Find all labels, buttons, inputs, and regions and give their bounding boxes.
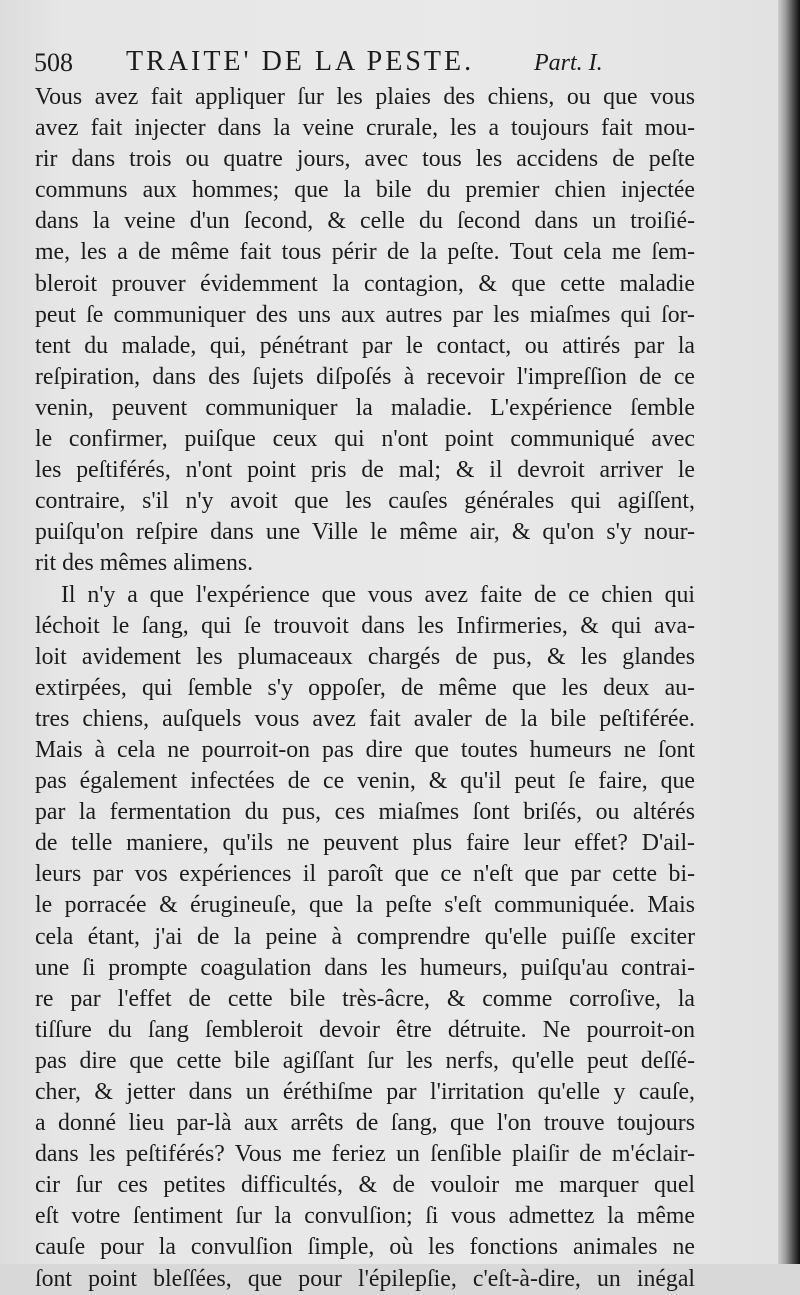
text-line: tres chiens, auſquels vous avez fait avaler de la bile peſtiférée. [35, 705, 695, 732]
text-line: a donné lieu par-là aux arrêts de ſang, que l'on trouve toujours [35, 1110, 695, 1137]
text-line: loit avidement les plumaceaux chargés de pus, & les glandes [35, 643, 695, 670]
book-spine-edge [778, 0, 800, 1264]
text-line: par la fermentation du pus, ces miaſmes ſont briſés, ou altérés [35, 799, 695, 826]
text-line: rir dans trois ou quatre jours, avec tous les accidens de peſte [35, 146, 695, 173]
text-line: eſt votre ſentiment ſur la convulſion; ſi vous admettez la même [35, 1203, 695, 1230]
text-line: leurs par vos expériences il paroît que ce n'eſt que par cette bi- [35, 861, 695, 888]
text-line: les peſtiférés, n'ont point pris de mal; & il devroit arriver le [35, 457, 695, 484]
part-label: Part. I. [534, 50, 603, 76]
text-line: Il n'y a que l'expérience que vous avez faite de ce chien qui [61, 581, 695, 608]
body-text [35, 82, 695, 1295]
text-line: léchoit le ſang, qui ſe trouvoit dans les Infirmeries, & qui ava- [35, 612, 695, 639]
text-line: venin, peuvent communiquer la maladie. L'expérience ſemble [35, 394, 695, 421]
text-line: avez fait injecter dans la veine crurale, les a toujours fait mou- [35, 115, 695, 142]
text-line: une ſi prompte coagulation dans les humeurs, puiſqu'au contrai- [35, 954, 695, 981]
text-line: me, les a de même fait tous périr de la peſte. Tout cela me ſem- [35, 239, 695, 266]
text-line: dans les peſtiférés? Vous me feriez un ſenſible plaiſir de m'éclair- [35, 1141, 695, 1168]
text-line: tiſſure du ſang ſembleroit devoir être détruite. Ne pourroit-on [35, 1016, 695, 1043]
text-line: le porracée & érugineuſe, que la peſte s'eſt communiquée. Mais [35, 892, 695, 919]
text-line: puiſqu'on reſpire dans une Ville le même air, & qu'on s'y nour- [35, 519, 695, 546]
running-title: TRAITE' DE LA PESTE. [126, 46, 475, 77]
text-line: cauſe pour la convulſion ſimple, où les fonctions animales ne [35, 1234, 695, 1261]
text-line: le confirmer, puiſque ceux qui n'ont point communiqué avec [35, 426, 695, 453]
text-line: cher, & jetter dans un éréthiſme par l'irritation qu'elle y cauſe, [35, 1079, 695, 1105]
text-line: Vous avez fait appliquer ſur les plaies des chiens, ou que vous [35, 84, 695, 110]
text-line: ſont point bleſſées, que pour l'épilepſie, c'eſt-à-dire, un inégal [35, 1265, 695, 1292]
text-line: re par l'effet de cette bile très-âcre, & comme corroſive, la [35, 985, 695, 1012]
text-line: pas dire que cette bile agiſſant ſur les nerfs, qu'elle peut deſſé- [35, 1047, 695, 1074]
text-line: bleroit prouver évidemment la contagion, & que cette maladie [35, 270, 695, 297]
text-line: peut ſe communiquer des uns aux autres par les miaſmes qui ſor- [35, 301, 695, 328]
text-line: cela étant, j'ai de la peine à comprendre qu'elle puiſſe exciter [35, 923, 695, 950]
text-line: communs aux hommes; que la bile du premier chien injectée [35, 177, 695, 204]
text-line: Mais à cela ne pourroit-on pas dire que toutes humeurs ne ſont [35, 736, 695, 763]
page-number: 508 [34, 48, 73, 77]
text-line: extirpées, qui ſemble s'y oppoſer, de même que les deux au- [35, 674, 695, 701]
text-line: pas également infectées de ce venin, & qu'il peut ſe faire, que [35, 768, 695, 795]
text-line: rit des mêmes alimens. [35, 550, 254, 577]
text-line: tent du malade, qui, pénétrant par le contact, ou attirés par la [35, 332, 695, 359]
text-line: reſpiration, dans des ſujets diſpoſés à recevoir l'impreſſion de ce [35, 363, 695, 390]
text-line: dans la veine d'un ſecond, & celle du ſecond dans un troiſié- [35, 208, 695, 235]
text-line: contraire, s'il n'y avoit que les cauſes générales qui agiſſent, [35, 488, 695, 515]
text-line: de telle maniere, qu'ils ne peuvent plus faire leur effet? D'ail- [35, 830, 695, 857]
text-line: cir ſur ces petites difficultés, & de vouloir me marquer quel [35, 1172, 695, 1199]
page-header [34, 44, 634, 84]
